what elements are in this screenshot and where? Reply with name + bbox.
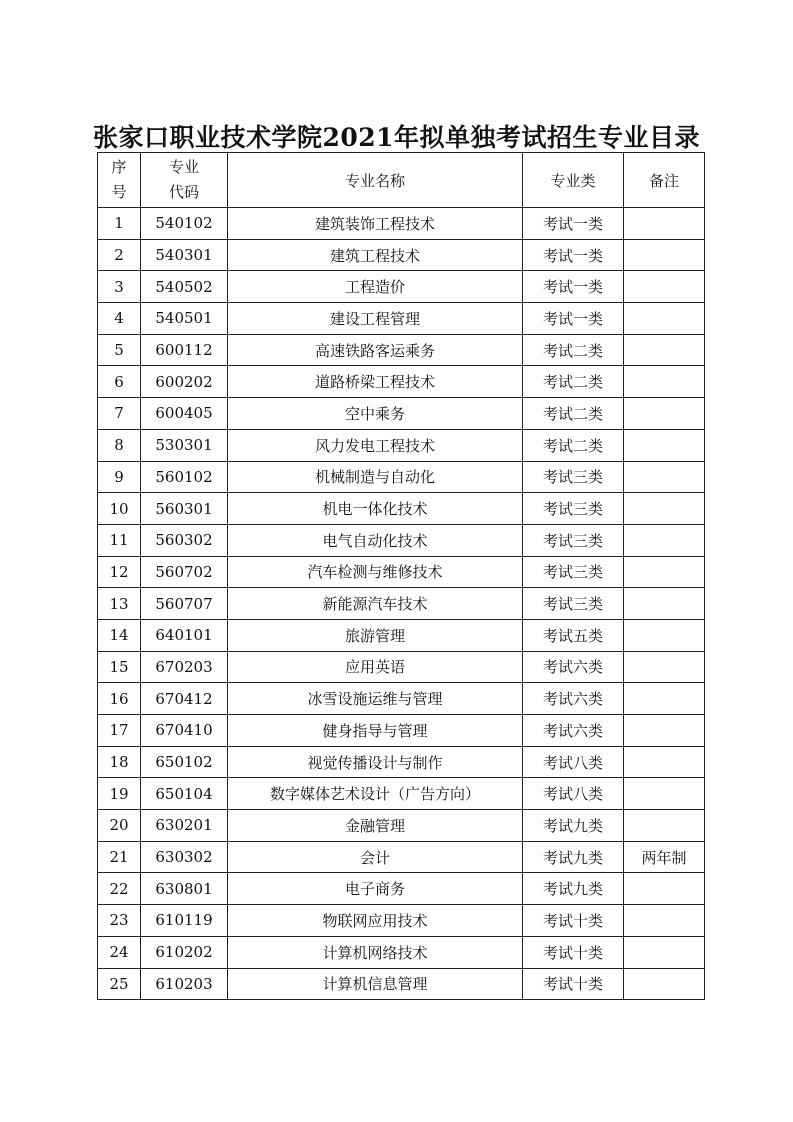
major-name: 金融管理 (228, 810, 523, 842)
major-name: 空中乘务 (228, 398, 523, 430)
major-name: 计算机网络技术 (228, 936, 523, 968)
major-name: 电气自动化技术 (228, 524, 523, 556)
note-cell (624, 651, 705, 683)
row-number: 15 (98, 651, 141, 683)
major-name: 数字媒体艺术设计（广告方向） (228, 778, 523, 810)
table-row (98, 651, 705, 683)
exam-category: 考试六类 (523, 715, 624, 747)
table-row (98, 588, 705, 620)
row-number: 13 (98, 588, 141, 620)
major-code: 540102 (141, 208, 228, 240)
major-code: 560301 (141, 493, 228, 525)
major-name: 新能源汽车技术 (228, 588, 523, 620)
table-row (98, 746, 705, 778)
table-row (98, 524, 705, 556)
exam-category: 考试三类 (523, 556, 624, 588)
note-cell (624, 556, 705, 588)
major-name: 健身指导与管理 (228, 715, 523, 747)
table-row (98, 556, 705, 588)
note-cell (624, 968, 705, 1000)
exam-category: 考试六类 (523, 651, 624, 683)
table-row (98, 366, 705, 398)
major-name: 计算机信息管理 (228, 968, 523, 1000)
table-row (98, 398, 705, 430)
table-row (98, 239, 705, 271)
row-number: 18 (98, 746, 141, 778)
header-code-line1: 专业 (168, 158, 199, 176)
major-code: 670410 (141, 715, 228, 747)
table-row (98, 968, 705, 1000)
exam-category: 考试三类 (523, 461, 624, 493)
row-number: 9 (98, 461, 141, 493)
table-row (98, 493, 705, 525)
row-number: 10 (98, 493, 141, 525)
major-name: 会计 (228, 841, 523, 873)
row-number: 24 (98, 936, 141, 968)
exam-category: 考试十类 (523, 936, 624, 968)
document-title: 张家口职业技术学院2021年拟单独考试招生专业目录 (92, 123, 701, 152)
major-code: 600405 (141, 398, 228, 430)
note-cell (624, 303, 705, 335)
major-code: 650102 (141, 746, 228, 778)
table-row (98, 841, 705, 873)
note-cell (624, 588, 705, 620)
table-row (98, 303, 705, 335)
note-cell: 两年制 (624, 841, 705, 873)
row-number: 21 (98, 841, 141, 873)
note-cell (624, 683, 705, 715)
row-number: 20 (98, 810, 141, 842)
major-code: 670203 (141, 651, 228, 683)
major-code: 610203 (141, 968, 228, 1000)
table-row (98, 873, 705, 905)
row-number: 7 (98, 398, 141, 430)
row-number: 2 (98, 239, 141, 271)
major-code: 650104 (141, 778, 228, 810)
header-seq-line2: 号 (111, 183, 127, 201)
note-cell (624, 493, 705, 525)
row-number: 12 (98, 556, 141, 588)
exam-category: 考试二类 (523, 429, 624, 461)
major-code: 600202 (141, 366, 228, 398)
major-name: 应用英语 (228, 651, 523, 683)
table-row (98, 936, 705, 968)
exam-category: 考试一类 (523, 239, 624, 271)
major-name: 视觉传播设计与制作 (228, 746, 523, 778)
major-name: 高速铁路客运乘务 (228, 334, 523, 366)
major-code: 670412 (141, 683, 228, 715)
exam-category: 考试九类 (523, 841, 624, 873)
major-code: 540502 (141, 271, 228, 303)
table-row (98, 271, 705, 303)
table-row (98, 905, 705, 937)
table-row (98, 810, 705, 842)
header-note: 备注 (624, 153, 705, 208)
major-code: 540301 (141, 239, 228, 271)
row-number: 1 (98, 208, 141, 240)
row-number: 25 (98, 968, 141, 1000)
table-row (98, 619, 705, 651)
major-code: 610119 (141, 905, 228, 937)
major-name: 风力发电工程技术 (228, 429, 523, 461)
note-cell (624, 334, 705, 366)
table-row (98, 715, 705, 747)
exam-category: 考试一类 (523, 271, 624, 303)
note-cell (624, 398, 705, 430)
row-number: 4 (98, 303, 141, 335)
major-name: 旅游管理 (228, 619, 523, 651)
table-row (98, 461, 705, 493)
exam-category: 考试一类 (523, 303, 624, 335)
header-name: 专业名称 (228, 153, 523, 208)
note-cell (624, 524, 705, 556)
note-cell (624, 208, 705, 240)
major-name: 机械制造与自动化 (228, 461, 523, 493)
major-name: 建筑装饰工程技术 (228, 208, 523, 240)
major-code: 560102 (141, 461, 228, 493)
major-code: 560707 (141, 588, 228, 620)
note-cell (624, 905, 705, 937)
table-row (98, 683, 705, 715)
exam-category: 考试十类 (523, 968, 624, 1000)
note-cell (624, 778, 705, 810)
row-number: 22 (98, 873, 141, 905)
exam-category: 考试三类 (523, 588, 624, 620)
note-cell (624, 873, 705, 905)
table-body (98, 208, 705, 1000)
row-number: 17 (98, 715, 141, 747)
note-cell (624, 715, 705, 747)
note-cell (624, 271, 705, 303)
table-row (98, 334, 705, 366)
exam-category: 考试九类 (523, 873, 624, 905)
row-number: 19 (98, 778, 141, 810)
major-name: 电子商务 (228, 873, 523, 905)
major-name: 汽车检测与维修技术 (228, 556, 523, 588)
row-number: 14 (98, 619, 141, 651)
major-code: 640101 (141, 619, 228, 651)
note-cell (624, 936, 705, 968)
major-code: 560702 (141, 556, 228, 588)
row-number: 23 (98, 905, 141, 937)
note-cell (624, 619, 705, 651)
note-cell (624, 429, 705, 461)
row-number: 5 (98, 334, 141, 366)
header-seq-line1: 序 (111, 158, 127, 176)
major-code: 630201 (141, 810, 228, 842)
table-row (98, 778, 705, 810)
note-cell (624, 746, 705, 778)
table-row (98, 208, 705, 240)
exam-category: 考试三类 (523, 493, 624, 525)
header-code-line2: 代码 (168, 183, 199, 201)
exam-category: 考试八类 (523, 746, 624, 778)
exam-category: 考试二类 (523, 334, 624, 366)
exam-category: 考试一类 (523, 208, 624, 240)
exam-category: 考试十类 (523, 905, 624, 937)
major-code: 630801 (141, 873, 228, 905)
row-number: 3 (98, 271, 141, 303)
major-name: 物联网应用技术 (228, 905, 523, 937)
exam-category: 考试二类 (523, 398, 624, 430)
row-number: 16 (98, 683, 141, 715)
row-number: 11 (98, 524, 141, 556)
major-code: 540501 (141, 303, 228, 335)
major-name: 建设工程管理 (228, 303, 523, 335)
major-name: 道路桥梁工程技术 (228, 366, 523, 398)
row-number: 6 (98, 366, 141, 398)
major-code: 530301 (141, 429, 228, 461)
note-cell (624, 810, 705, 842)
note-cell (624, 461, 705, 493)
exam-category: 考试五类 (523, 619, 624, 651)
major-name: 冰雪设施运维与管理 (228, 683, 523, 715)
major-name: 机电一体化技术 (228, 493, 523, 525)
major-code: 600112 (141, 334, 228, 366)
header-category: 专业类 (523, 153, 624, 208)
exam-category: 考试八类 (523, 778, 624, 810)
major-name: 建筑工程技术 (228, 239, 523, 271)
header-code (141, 153, 228, 208)
header-seq (98, 153, 141, 208)
table-row (98, 429, 705, 461)
note-cell (624, 366, 705, 398)
exam-category: 考试六类 (523, 683, 624, 715)
major-code: 560302 (141, 524, 228, 556)
row-number: 8 (98, 429, 141, 461)
exam-category: 考试三类 (523, 524, 624, 556)
major-name: 工程造价 (228, 271, 523, 303)
note-cell (624, 239, 705, 271)
exam-category: 考试二类 (523, 366, 624, 398)
majors-table (97, 152, 705, 1000)
exam-category: 考试九类 (523, 810, 624, 842)
table-header-row (98, 153, 705, 208)
major-code: 630302 (141, 841, 228, 873)
major-code: 610202 (141, 936, 228, 968)
